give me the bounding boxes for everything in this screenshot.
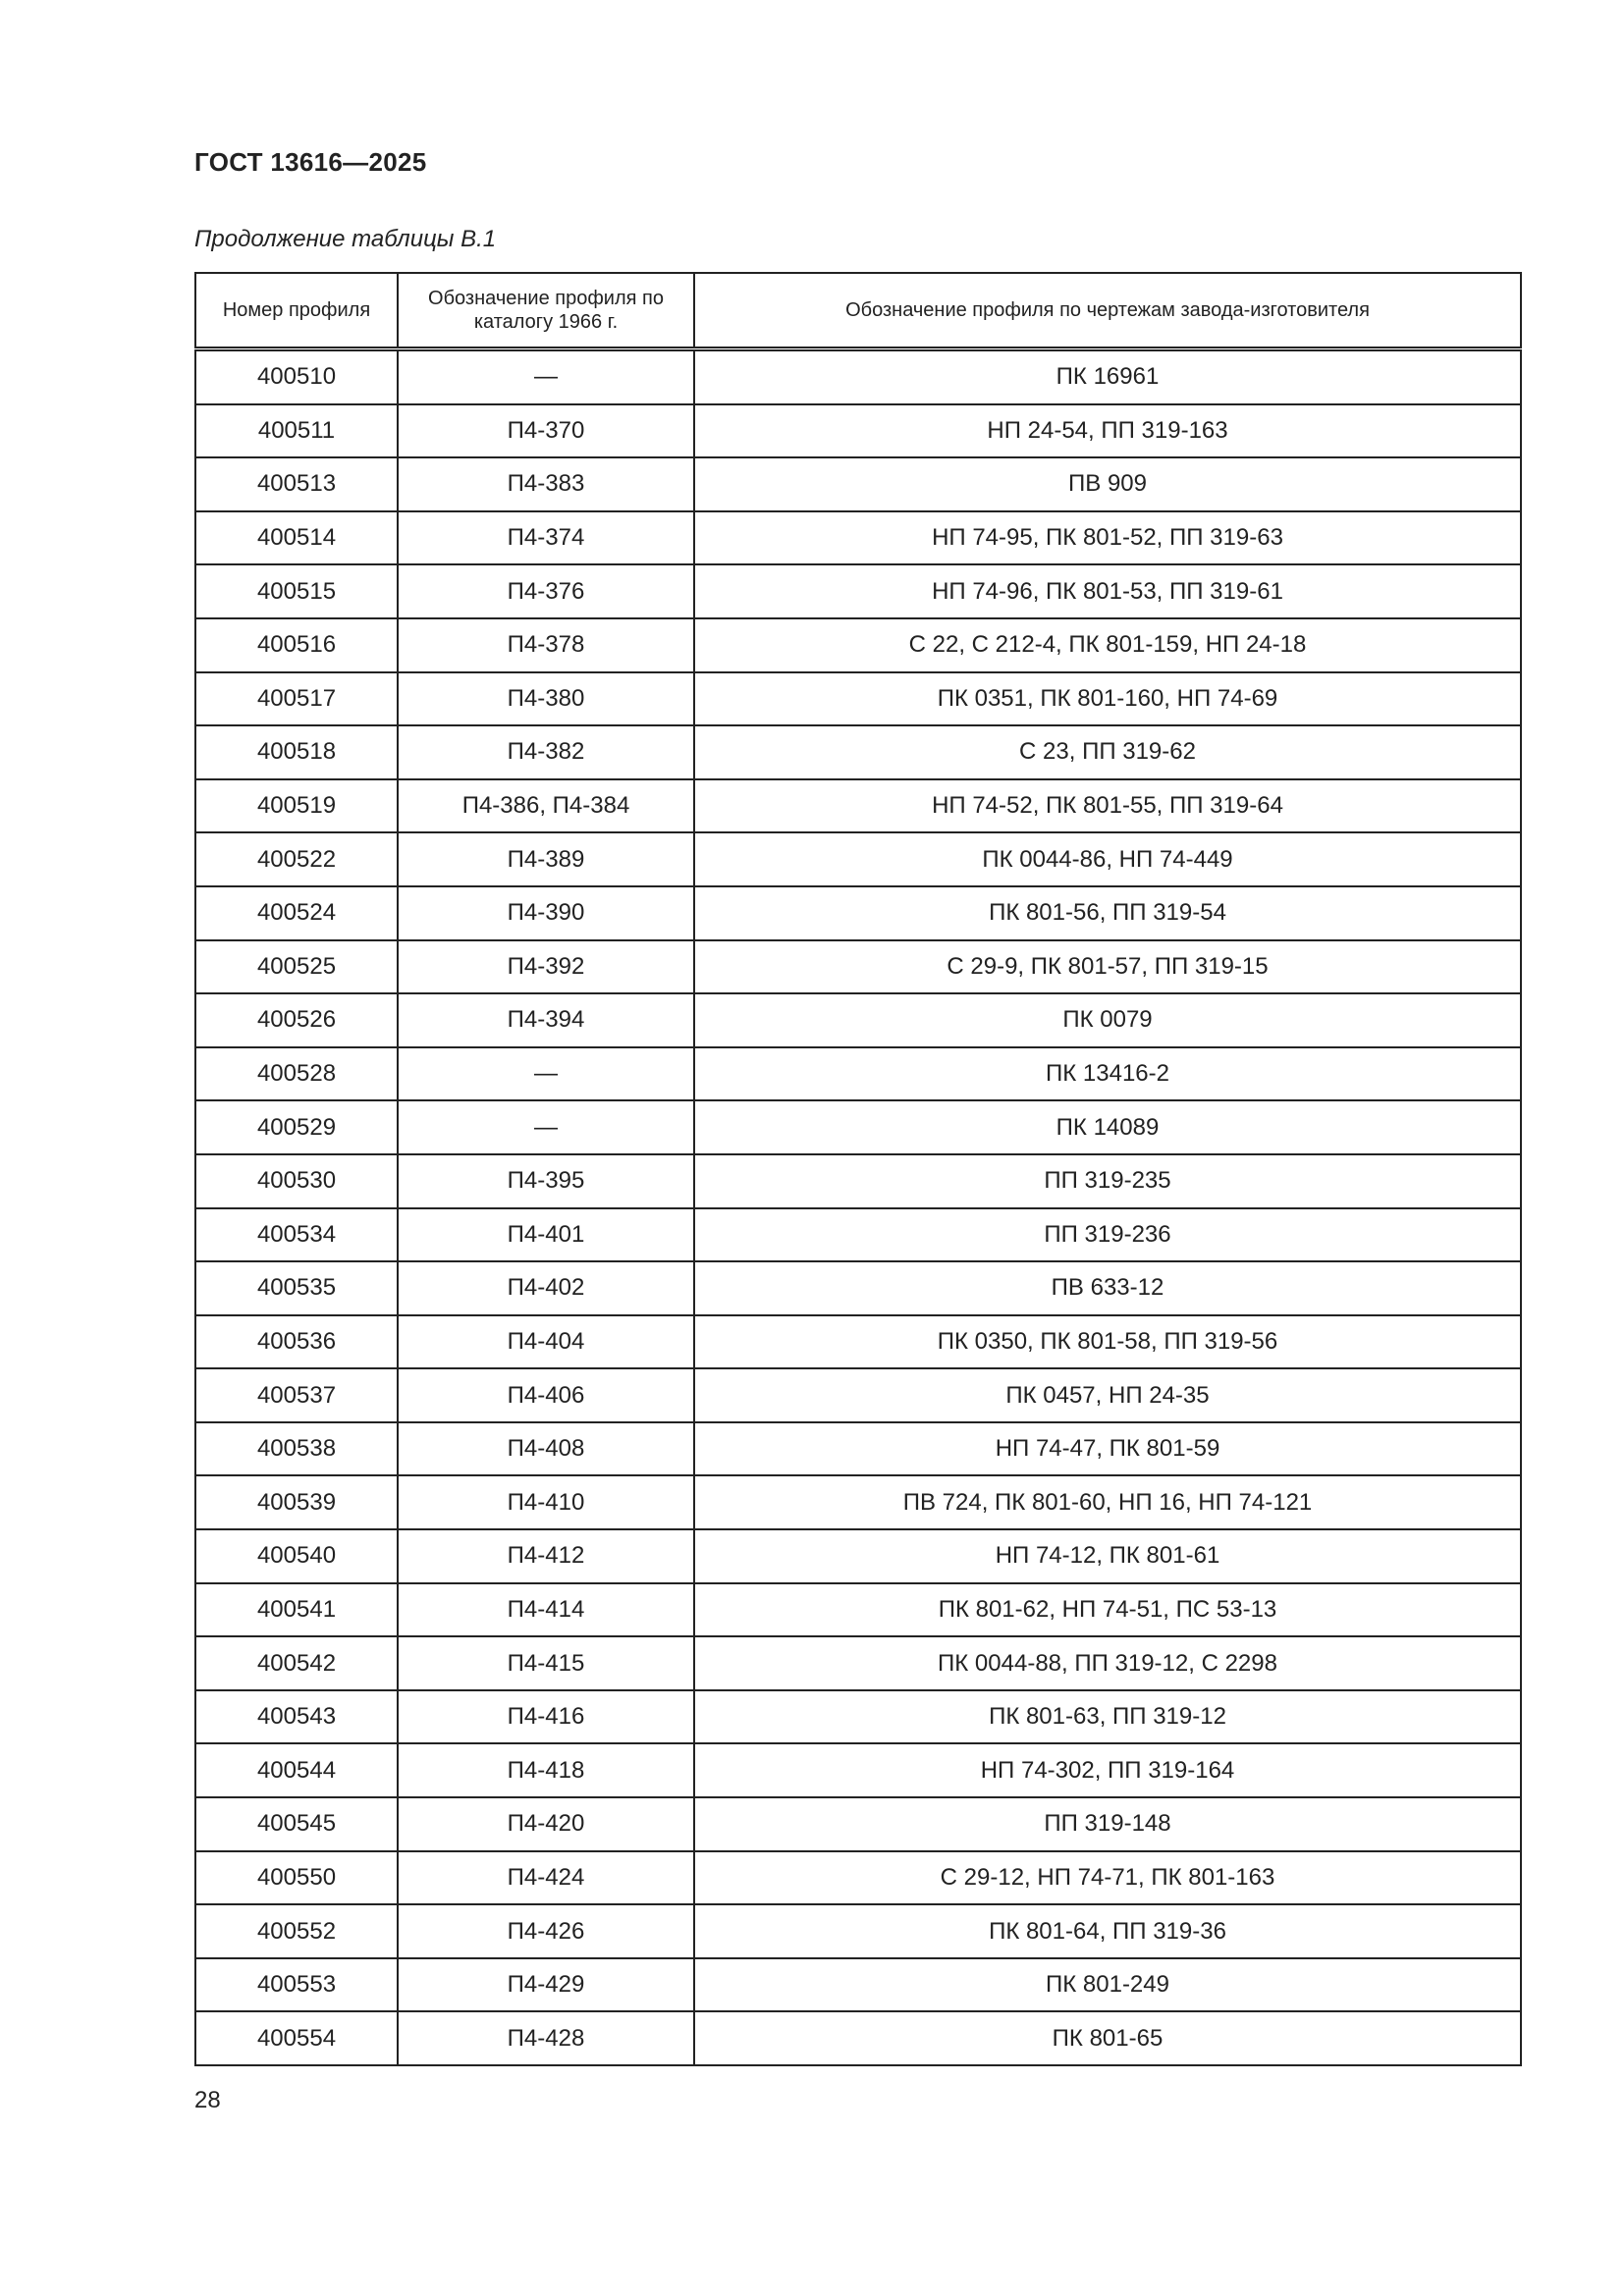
cell-catalog-designation: П4-402 xyxy=(398,1261,694,1315)
cell-catalog-designation: П4-386, П4-384 xyxy=(398,779,694,833)
cell-catalog-designation: П4-395 xyxy=(398,1154,694,1208)
cell-profile-number: 400510 xyxy=(195,349,398,404)
cell-profile-number: 400554 xyxy=(195,2011,398,2065)
table-row xyxy=(195,832,1521,886)
cell-catalog-designation: П4-408 xyxy=(398,1422,694,1476)
table-row xyxy=(195,1583,1521,1637)
profile-table xyxy=(194,272,1522,2066)
cell-profile-number: 400529 xyxy=(195,1100,398,1154)
cell-profile-number: 400535 xyxy=(195,1261,398,1315)
table-row xyxy=(195,886,1521,940)
cell-catalog-designation: П4-406 xyxy=(398,1368,694,1422)
cell-factory-designation: ПК 0044-86, НП 74-449 xyxy=(694,832,1521,886)
cell-factory-designation: ПВ 633-12 xyxy=(694,1261,1521,1315)
table-row xyxy=(195,1047,1521,1101)
cell-factory-designation: ПП 319-235 xyxy=(694,1154,1521,1208)
cell-factory-designation: ПК 14089 xyxy=(694,1100,1521,1154)
cell-factory-designation: ПК 16961 xyxy=(694,349,1521,404)
cell-profile-number: 400552 xyxy=(195,1904,398,1958)
cell-profile-number: 400550 xyxy=(195,1851,398,1905)
cell-profile-number: 400540 xyxy=(195,1529,398,1583)
cell-profile-number: 400511 xyxy=(195,404,398,458)
cell-profile-number: 400541 xyxy=(195,1583,398,1637)
table-row xyxy=(195,1368,1521,1422)
cell-factory-designation: ПП 319-236 xyxy=(694,1208,1521,1262)
cell-factory-designation: ПВ 909 xyxy=(694,457,1521,511)
cell-profile-number: 400553 xyxy=(195,1958,398,2012)
table-row xyxy=(195,1851,1521,1905)
table-row xyxy=(195,564,1521,618)
cell-catalog-designation: П4-389 xyxy=(398,832,694,886)
cell-factory-designation: ПВ 724, ПК 801-60, НП 16, НП 74-121 xyxy=(694,1475,1521,1529)
table-row xyxy=(195,1100,1521,1154)
cell-factory-designation: ПК 0351, ПК 801-160, НП 74-69 xyxy=(694,672,1521,726)
cell-factory-designation: ПП 319-148 xyxy=(694,1797,1521,1851)
cell-catalog-designation: П4-390 xyxy=(398,886,694,940)
cell-profile-number: 400513 xyxy=(195,457,398,511)
cell-catalog-designation: П4-382 xyxy=(398,725,694,779)
table-row xyxy=(195,725,1521,779)
cell-factory-designation: ПК 0350, ПК 801-58, ПП 319-56 xyxy=(694,1315,1521,1369)
cell-factory-designation: С 23, ПП 319-62 xyxy=(694,725,1521,779)
table-row xyxy=(195,1261,1521,1315)
cell-factory-designation: ПК 801-64, ПП 319-36 xyxy=(694,1904,1521,1958)
table-row xyxy=(195,1636,1521,1690)
cell-catalog-designation: П4-378 xyxy=(398,618,694,672)
cell-profile-number: 400534 xyxy=(195,1208,398,1262)
cell-factory-designation: НП 24-54, ПП 319-163 xyxy=(694,404,1521,458)
cell-profile-number: 400542 xyxy=(195,1636,398,1690)
table-row xyxy=(195,1315,1521,1369)
cell-factory-designation: НП 74-96, ПК 801-53, ПП 319-61 xyxy=(694,564,1521,618)
cell-profile-number: 400515 xyxy=(195,564,398,618)
cell-profile-number: 400530 xyxy=(195,1154,398,1208)
cell-catalog-designation: П4-404 xyxy=(398,1315,694,1369)
cell-factory-designation: НП 74-52, ПК 801-55, ПП 319-64 xyxy=(694,779,1521,833)
cell-catalog-designation: П4-429 xyxy=(398,1958,694,2012)
table-row xyxy=(195,1743,1521,1797)
cell-factory-designation: С 29-12, НП 74-71, ПК 801-163 xyxy=(694,1851,1521,1905)
table-caption: Продолжение таблицы В.1 xyxy=(194,226,497,252)
cell-profile-number: 400536 xyxy=(195,1315,398,1369)
table-row xyxy=(195,1208,1521,1262)
column-header-factory-drawings: Обозначение профиля по чертежам завода-изготовителя xyxy=(694,273,1521,349)
cell-catalog-designation: П4-374 xyxy=(398,511,694,565)
column-header-profile-number: Номер профиля xyxy=(195,273,398,349)
table-row xyxy=(195,1690,1521,1744)
table-row xyxy=(195,1797,1521,1851)
cell-catalog-designation: П4-424 xyxy=(398,1851,694,1905)
cell-catalog-designation: П4-401 xyxy=(398,1208,694,1262)
document-header: ГОСТ 13616—2025 xyxy=(194,147,427,177)
cell-catalog-designation: П4-412 xyxy=(398,1529,694,1583)
cell-catalog-designation: П4-370 xyxy=(398,404,694,458)
cell-factory-designation: НП 74-12, ПК 801-61 xyxy=(694,1529,1521,1583)
table-row xyxy=(195,672,1521,726)
header-row xyxy=(195,273,1521,349)
table-row xyxy=(195,993,1521,1047)
table-row xyxy=(195,1958,1521,2012)
table-row xyxy=(195,511,1521,565)
table-row xyxy=(195,1422,1521,1476)
cell-factory-designation: ПК 801-62, НП 74-51, ПС 53-13 xyxy=(694,1583,1521,1637)
cell-profile-number: 400537 xyxy=(195,1368,398,1422)
cell-profile-number: 400538 xyxy=(195,1422,398,1476)
table-row xyxy=(195,618,1521,672)
table-row xyxy=(195,404,1521,458)
cell-catalog-designation: П4-426 xyxy=(398,1904,694,1958)
cell-profile-number: 400545 xyxy=(195,1797,398,1851)
cell-catalog-designation: П4-392 xyxy=(398,940,694,994)
cell-catalog-designation: П4-383 xyxy=(398,457,694,511)
cell-factory-designation: НП 74-47, ПК 801-59 xyxy=(694,1422,1521,1476)
cell-catalog-designation: П4-410 xyxy=(398,1475,694,1529)
cell-profile-number: 400519 xyxy=(195,779,398,833)
cell-factory-designation: НП 74-95, ПК 801-52, ПП 319-63 xyxy=(694,511,1521,565)
cell-factory-designation: ПК 801-63, ПП 319-12 xyxy=(694,1690,1521,1744)
cell-factory-designation: ПК 0044-88, ПП 319-12, С 2298 xyxy=(694,1636,1521,1690)
cell-catalog-designation: П4-416 xyxy=(398,1690,694,1744)
cell-factory-designation: ПК 801-65 xyxy=(694,2011,1521,2065)
cell-factory-designation: ПК 0457, НП 24-35 xyxy=(694,1368,1521,1422)
table-header xyxy=(195,273,1521,349)
cell-catalog-designation: П4-418 xyxy=(398,1743,694,1797)
cell-profile-number: 400516 xyxy=(195,618,398,672)
table-row xyxy=(195,940,1521,994)
cell-factory-designation: ПК 0079 xyxy=(694,993,1521,1047)
table-row xyxy=(195,349,1521,404)
cell-catalog-designation: П4-414 xyxy=(398,1583,694,1637)
cell-profile-number: 400526 xyxy=(195,993,398,1047)
cell-profile-number: 400522 xyxy=(195,832,398,886)
table-row xyxy=(195,1475,1521,1529)
cell-profile-number: 400544 xyxy=(195,1743,398,1797)
cell-profile-number: 400528 xyxy=(195,1047,398,1101)
cell-catalog-designation: П4-420 xyxy=(398,1797,694,1851)
cell-catalog-designation: — xyxy=(398,1100,694,1154)
cell-catalog-designation: — xyxy=(398,1047,694,1101)
column-header-catalog-1966 xyxy=(398,273,694,349)
cell-factory-designation: С 29-9, ПК 801-57, ПП 319-15 xyxy=(694,940,1521,994)
cell-catalog-designation: П4-376 xyxy=(398,564,694,618)
cell-factory-designation: С 22, С 212-4, ПК 801-159, НП 24-18 xyxy=(694,618,1521,672)
table-row xyxy=(195,779,1521,833)
page-number: 28 xyxy=(194,2087,221,2113)
table-body xyxy=(195,349,1521,2066)
cell-profile-number: 400517 xyxy=(195,672,398,726)
cell-profile-number: 400514 xyxy=(195,511,398,565)
cell-factory-designation: ПК 801-56, ПП 319-54 xyxy=(694,886,1521,940)
table-row xyxy=(195,457,1521,511)
cell-profile-number: 400525 xyxy=(195,940,398,994)
cell-factory-designation: ПК 801-249 xyxy=(694,1958,1521,2012)
cell-profile-number: 400543 xyxy=(195,1690,398,1744)
cell-factory-designation: НП 74-302, ПП 319-164 xyxy=(694,1743,1521,1797)
cell-profile-number: 400524 xyxy=(195,886,398,940)
column-header-catalog-1966-label: Обозначение профиля по каталогу 1966 г. xyxy=(428,288,664,333)
cell-factory-designation: ПК 13416-2 xyxy=(694,1047,1521,1101)
cell-catalog-designation: П4-380 xyxy=(398,672,694,726)
cell-catalog-designation: П4-415 xyxy=(398,1636,694,1690)
cell-catalog-designation: — xyxy=(398,349,694,404)
table-row xyxy=(195,1904,1521,1958)
cell-profile-number: 400539 xyxy=(195,1475,398,1529)
table-row xyxy=(195,2011,1521,2065)
cell-catalog-designation: П4-394 xyxy=(398,993,694,1047)
table-row xyxy=(195,1154,1521,1208)
cell-catalog-designation: П4-428 xyxy=(398,2011,694,2065)
table-row xyxy=(195,1529,1521,1583)
cell-profile-number: 400518 xyxy=(195,725,398,779)
